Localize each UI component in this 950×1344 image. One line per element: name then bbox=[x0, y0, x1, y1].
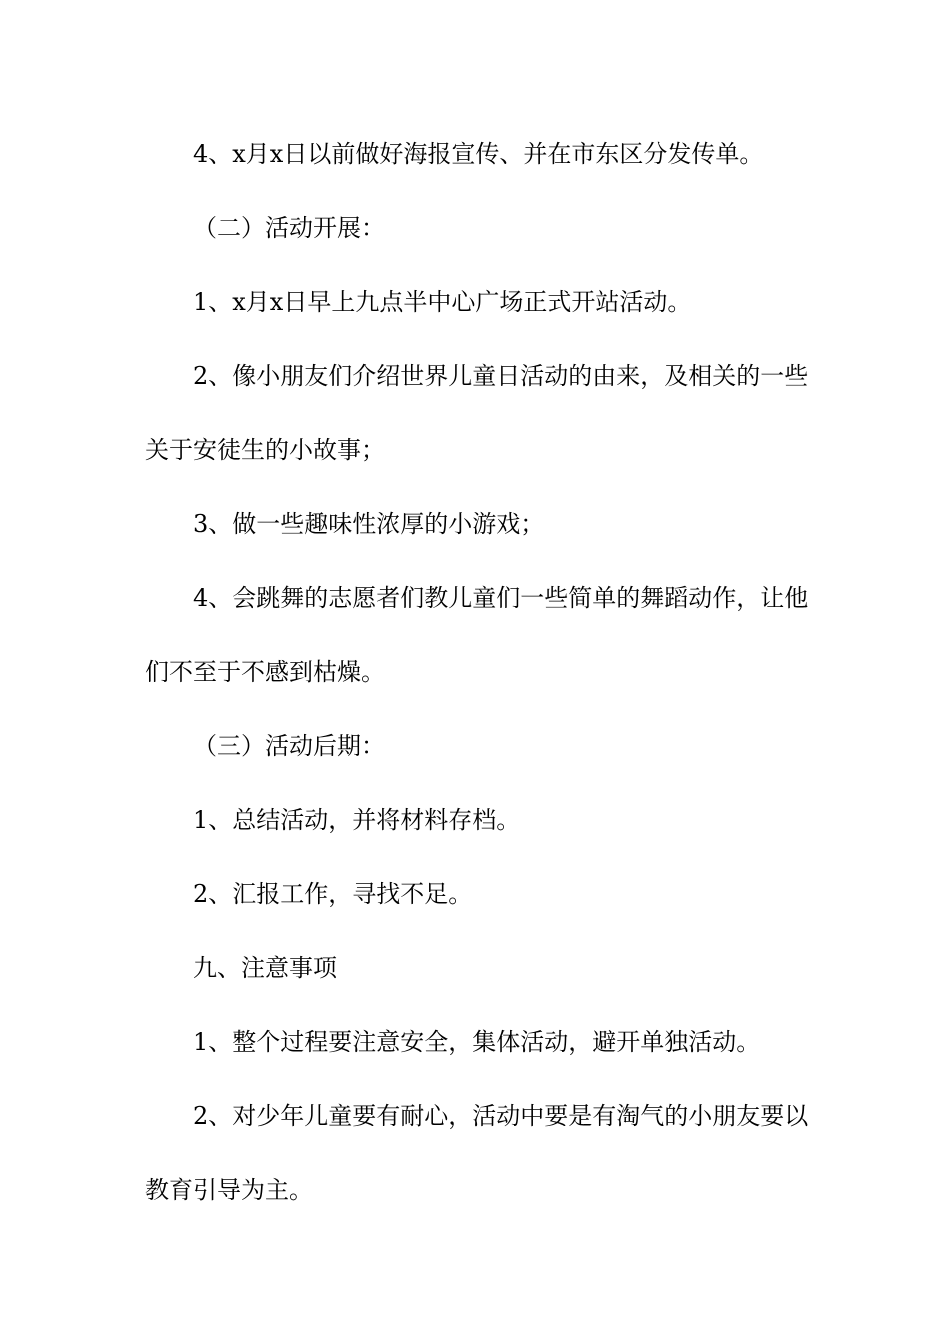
paragraph-line: 4、会跳舞的志愿者们教儿童们一些简单的舞蹈动作，让他 bbox=[193, 584, 809, 612]
paragraph-continuation: 关于安徒生的小故事； bbox=[145, 436, 385, 464]
section-heading: （二）活动开展： bbox=[193, 214, 385, 242]
paragraph-continuation: 们不至于不感到枯燥。 bbox=[145, 658, 385, 686]
section-heading: （三）活动后期： bbox=[193, 732, 385, 760]
paragraph-line: 2、对少年儿童要有耐心，活动中要是有淘气的小朋友要以 bbox=[193, 1102, 809, 1130]
paragraph-line: 3、做一些趣味性浓厚的小游戏； bbox=[193, 510, 545, 538]
paragraph-line: 1、总结活动，并将材料存档。 bbox=[193, 806, 521, 834]
section-heading: 九、注意事项 bbox=[193, 954, 337, 982]
paragraph-line: 1、x月x日早上九点半中心广场正式开站活动。 bbox=[193, 288, 692, 316]
paragraph-line: 1、整个过程要注意安全，集体活动，避开单独活动。 bbox=[193, 1028, 761, 1056]
paragraph-line: 4、x月x日以前做好海报宣传、并在市东区分发传单。 bbox=[193, 140, 764, 168]
paragraph-line: 2、像小朋友们介绍世界儿童日活动的由来，及相关的一些 bbox=[193, 362, 809, 390]
paragraph-continuation: 教育引导为主。 bbox=[145, 1176, 313, 1204]
paragraph-line: 2、汇报工作，寻找不足。 bbox=[193, 880, 473, 908]
document-body bbox=[145, 136, 809, 1209]
